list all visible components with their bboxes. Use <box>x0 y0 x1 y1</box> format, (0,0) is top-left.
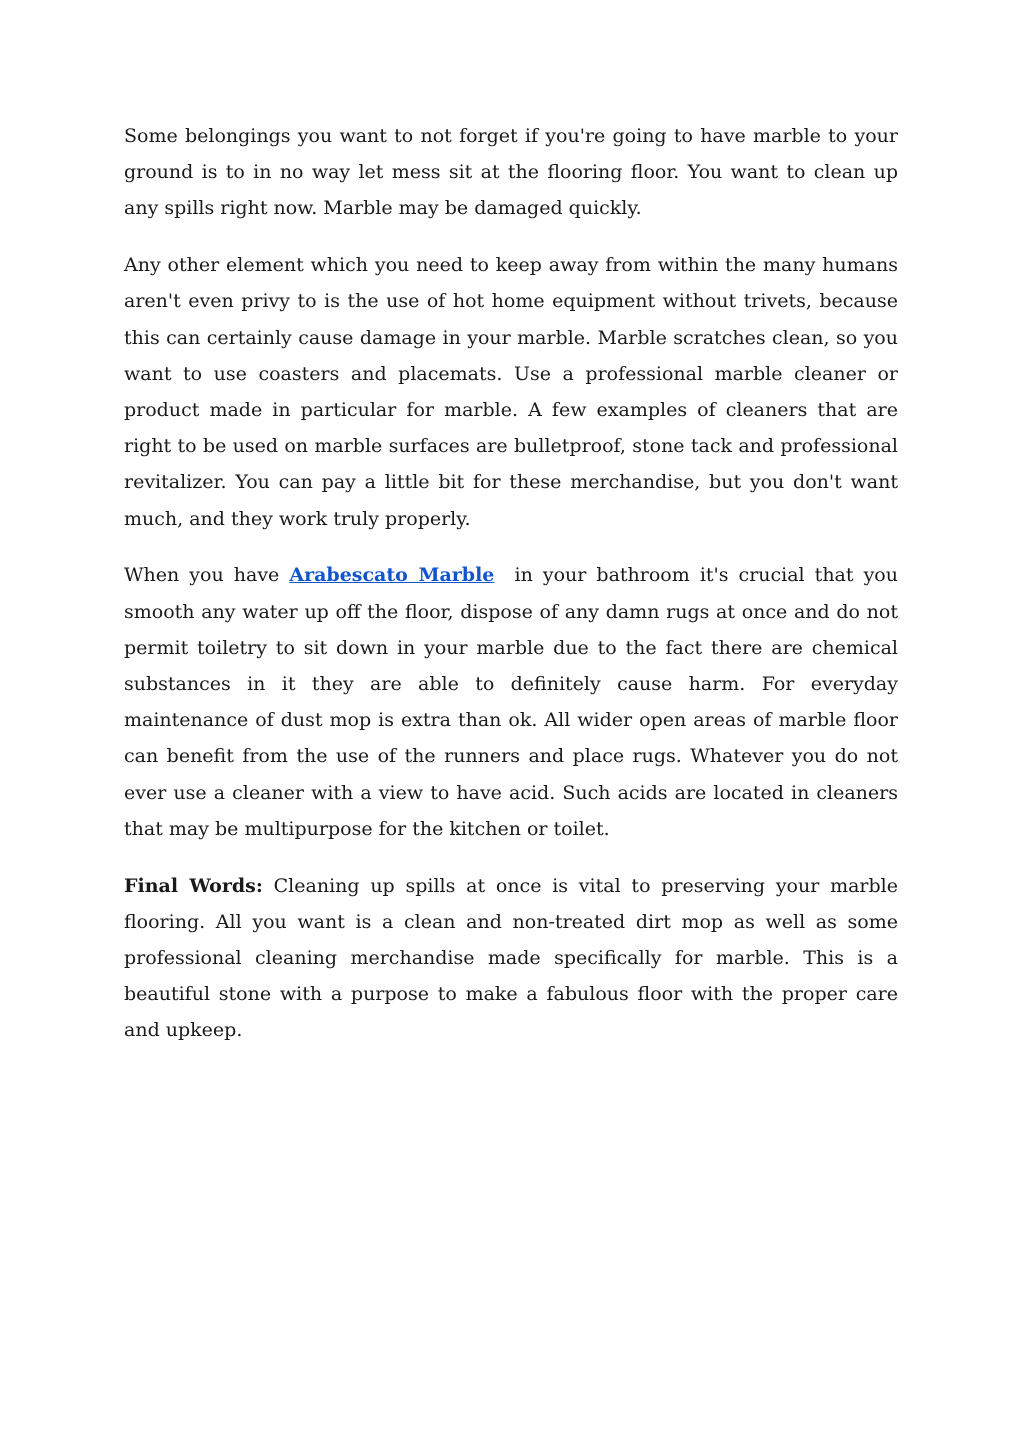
document-page <box>124 118 905 1069</box>
paragraph-4 <box>124 868 898 1049</box>
paragraph-3-intro: When you have <box>124 564 290 587</box>
paragraph-3-body: in your bathroom it's crucial that you smooth any water up off the floor, dispose of any damn rugs at once and do not permit toiletry to sit down in your marble due to the fact there are chemical substances in it they are able to definitely cause harm. For everyday maintenance of dust mop is extra than ok. All wider open areas of marble floor can benefit from the use of the runners and place rugs. Whatever you do not ever use a cleaner with a view to have acid. Such acids are located in cleaners that may be multipurpose for the kitchen or toilet. <box>124 564 905 840</box>
paragraph-4-body: Cleaning up spills at once is vital to preserving your marble flooring. All you want is a clean and non-treated dirt mop as well as some professional cleaning merchandise made specifically for marble. This is a beautiful stone with a purpose to make a fabulous floor with the proper care and upkeep. <box>124 874 898 1042</box>
paragraph-3 <box>124 557 905 847</box>
final-words-label: Final Words: <box>124 874 263 897</box>
paragraph-1: Some belongings you want to not forget if you're going to have marble to your ground is to in no way let mess sit at the flooring floor. You want to clean up any spills right now. Marble may be damaged quickly. <box>124 125 898 220</box>
arabescato-marble-link[interactable]: Arabescato Marble <box>289 564 495 587</box>
paragraph-2: Any other element which you need to keep away from within the many humans aren't even privy to is the use of hot home equipment without trivets, because this can certainly cause damage in your marble. Marble scratches clean, so you want to use coasters and placemats. Use a professional marble cleaner or product made in particular for marble. A few examples of cleaners that are right to be used on marble surfaces are bulletproof, stone tack and professional revitalizer. You can pay a little bit for these merchandise, but you don't want much, and they work truly properly. <box>124 254 898 530</box>
